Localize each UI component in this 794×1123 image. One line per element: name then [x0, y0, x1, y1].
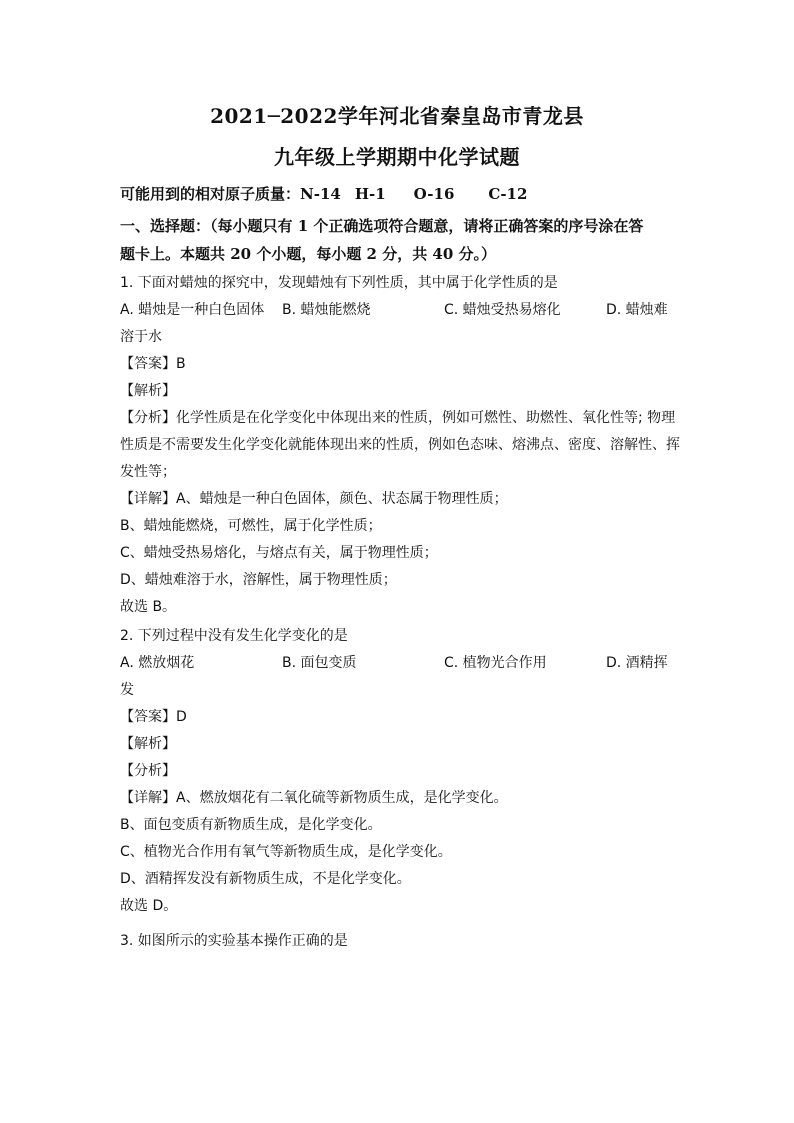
title-line-2: 九年级上学期期中化学试题 — [274, 145, 520, 169]
question-1-jiexi: 【解析】 — [120, 383, 176, 399]
question-1-stem: 1. 下面对蜡烛的探究中，发现蜡烛有下列性质，其中属于化学性质的是 — [120, 275, 558, 291]
question-1-option-c: C. 蜡烛受热易熔化 — [444, 302, 561, 318]
question-2-answer: 【答案】D — [120, 709, 187, 725]
question-2-option-wrap: 发 — [120, 682, 134, 698]
atomic-mass-h: H-1 — [354, 185, 386, 203]
question-2-detail-a: 【详解】A、燃放烟花有二氧化硫等新物质生成，是化学变化。 — [120, 790, 508, 806]
question-2-detail-b: B、面包变质有新物质生成，是化学变化。 — [120, 817, 382, 833]
question-2-jiexi: 【解析】 — [120, 736, 176, 752]
question-1-detail-c: C、蜡烛受热易熔化，与熔点有关，属于物理性质； — [120, 545, 438, 561]
question-2-option-d: D. 酒精挥 — [606, 655, 668, 671]
question-1-detail-a: 【详解】A、蜡烛是一种白色固体，颜色、状态属于物理性质； — [120, 491, 508, 507]
atomic-mass-c: C-12 — [488, 185, 528, 203]
question-1-conclusion: 故选 B。 — [120, 599, 177, 615]
question-1-option-wrap: 溶于水 — [120, 329, 162, 345]
title-line-1: 2021─2022学年河北省秦皇岛市青龙县 — [210, 104, 584, 128]
question-2-analysis: 【分析】 — [120, 763, 176, 779]
question-3-stem: 3. 如图所示的实验基本操作正确的是 — [120, 933, 348, 949]
section-heading-line-1: 一、选择题：（每小题只有 1 个正确选项符合题意，请将正确答案的序号涂在答 — [120, 217, 644, 235]
question-1-option-d: D. 蜡烛难 — [606, 302, 668, 318]
question-1-detail-d: D、蜡烛难溶于水，溶解性，属于物理性质； — [120, 572, 397, 588]
atomic-mass-o: O-16 — [413, 185, 455, 203]
atomic-masses-line — [120, 183, 527, 204]
question-2-stem: 2. 下列过程中没有发生化学变化的是 — [120, 628, 348, 644]
question-2-option-c: C. 植物光合作用 — [444, 655, 547, 671]
question-1-option-a: A. 蜡烛是一种白色固体 — [120, 302, 265, 318]
question-1-analysis-2: 性质是不需要发生化学变化就能体现出来的性质，例如色态味、熔沸点、密度、溶解性、挥 — [120, 437, 680, 453]
atomic-mass-n: N-14 — [300, 185, 341, 203]
question-2-option-a: A. 燃放烟花 — [120, 655, 195, 671]
question-2-conclusion: 故选 D。 — [120, 898, 178, 914]
question-2-option-b: B. 面包变质 — [282, 655, 357, 671]
question-1-detail-b: B、蜡烛能燃烧，可燃性，属于化学性质； — [120, 518, 382, 534]
question-1-analysis-1: 【分析】化学性质是在化学变化中体现出来的性质，例如可燃性、助燃性、氧化性等; 物理 — [120, 410, 676, 426]
question-2-detail-d: D、酒精挥发没有新物质生成，不是化学变化。 — [120, 871, 411, 887]
question-2-detail-c: C、植物光合作用有氧气等新物质生成，是化学变化。 — [120, 844, 452, 860]
question-1-answer: 【答案】B — [120, 356, 186, 372]
atomic-masses-label: 可能用到的相对原子质量： — [120, 185, 301, 203]
section-heading-line-2: 题卡上。本题共 20 个小题，每小题 2 分，共 40 分。） — [120, 245, 497, 263]
question-1-analysis-3: 发性等； — [120, 464, 176, 480]
question-1-option-b: B. 蜡烛能燃烧 — [282, 302, 371, 318]
